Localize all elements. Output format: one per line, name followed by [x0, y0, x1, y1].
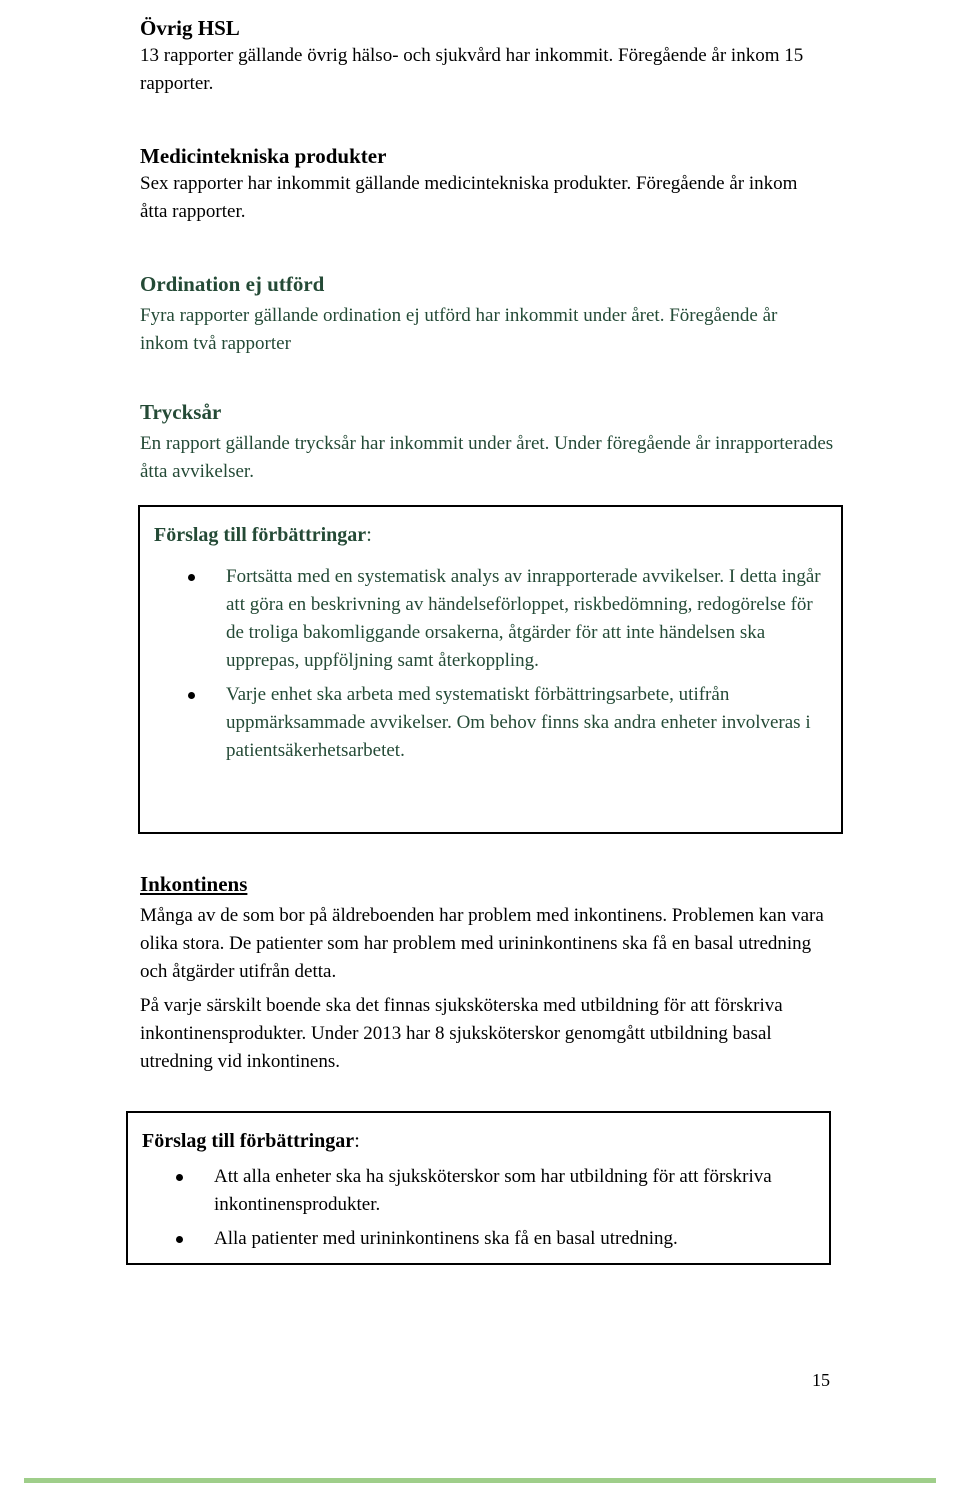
section-text: Sex rapporter har inkommit gällande medicintekniska produkter. Föregående år inkom åtta rapporter. [140, 173, 798, 222]
suggestion-text: Fortsätta med en systematisk analys av inrapporterade avvikelser. I detta ingår att göra en beskrivning av händelseförloppet, riskbedömning, redogörelse för de troliga bakomliggande orsakerna, åtgärder för att inte händelsen ska upprepas, uppföljning samt återkoppling. [226, 566, 821, 671]
section-ordination [140, 270, 840, 358]
bullet-icon [188, 574, 195, 581]
bullet-icon [188, 692, 195, 699]
section-text: På varje särskilt boende ska det finnas sjuksköterska med utbildning för att förskriva inkontinensprodukter. Under 2013 har 8 sjuksköterskor genomgått utbildning basal utredning vid inkontinens. [140, 995, 783, 1072]
box-title [128, 1127, 817, 1155]
suggestion-item [140, 563, 825, 675]
section-trycksar [140, 398, 840, 486]
section-medicintekniska [140, 142, 840, 226]
footer-rule [24, 1478, 936, 1483]
section-text: Många av de som bor på äldreboenden har problem med inkontinens. Problemen kan vara olika stora. De patienter som har problem med urininkontinens ska få en basal utredning och åtgärder utifrån detta. [140, 905, 824, 982]
box-title-text: Förslag till förbättringar [154, 524, 367, 546]
box-title-colon: : [366, 524, 372, 546]
suggestion-text: Varje enhet ska arbeta med systematiskt förbättringsarbete, utifrån uppmärksammade avvikelser. Om behov finns ska andra enheter involveras i patientsäkerhetsarbetet. [226, 684, 811, 761]
suggestion-item [140, 681, 825, 765]
suggestion-item [128, 1225, 817, 1253]
suggestion-list [128, 1163, 817, 1253]
section-text: Fyra rapporter gällande ordination ej utförd har inkommit under året. Föregående år inkom två rapporter [140, 305, 778, 354]
page-number: 15 [812, 1370, 830, 1390]
box-title [140, 521, 825, 549]
section-ovrig-hsl [140, 14, 840, 98]
section-heading: Inkontinens [140, 872, 248, 896]
suggestion-text: Alla patienter med urininkontinens ska få en basal utredning. [214, 1228, 678, 1249]
section-inkontinens [140, 870, 840, 1076]
suggestion-item [128, 1163, 817, 1219]
bullet-icon [176, 1174, 183, 1181]
section-text: En rapport gällande trycksår har inkommit under året. Under föregående år inrapporterades åtta avvikelser. [140, 433, 834, 482]
box-title-text: Förslag till förbättringar [142, 1130, 355, 1152]
box-title-colon: : [354, 1130, 360, 1152]
suggestion-text: Att alla enheter ska ha sjuksköterskor som har utbildning för att förskriva inkontinensprodukter. [214, 1166, 772, 1215]
section-heading: Ordination ej utförd [140, 272, 325, 296]
bullet-icon [176, 1236, 183, 1243]
improvement-box-2 [126, 1111, 831, 1265]
improvement-box-1 [138, 505, 843, 834]
section-text: 13 rapporter gällande övrig hälso- och sjukvård har inkommit. Föregående år inkom 15 rapporter. [140, 45, 804, 94]
section-heading: Medicintekniska produkter [140, 144, 387, 168]
section-heading: Trycksår [140, 400, 222, 424]
suggestion-list [140, 563, 825, 765]
section-heading: Övrig HSL [140, 16, 240, 40]
